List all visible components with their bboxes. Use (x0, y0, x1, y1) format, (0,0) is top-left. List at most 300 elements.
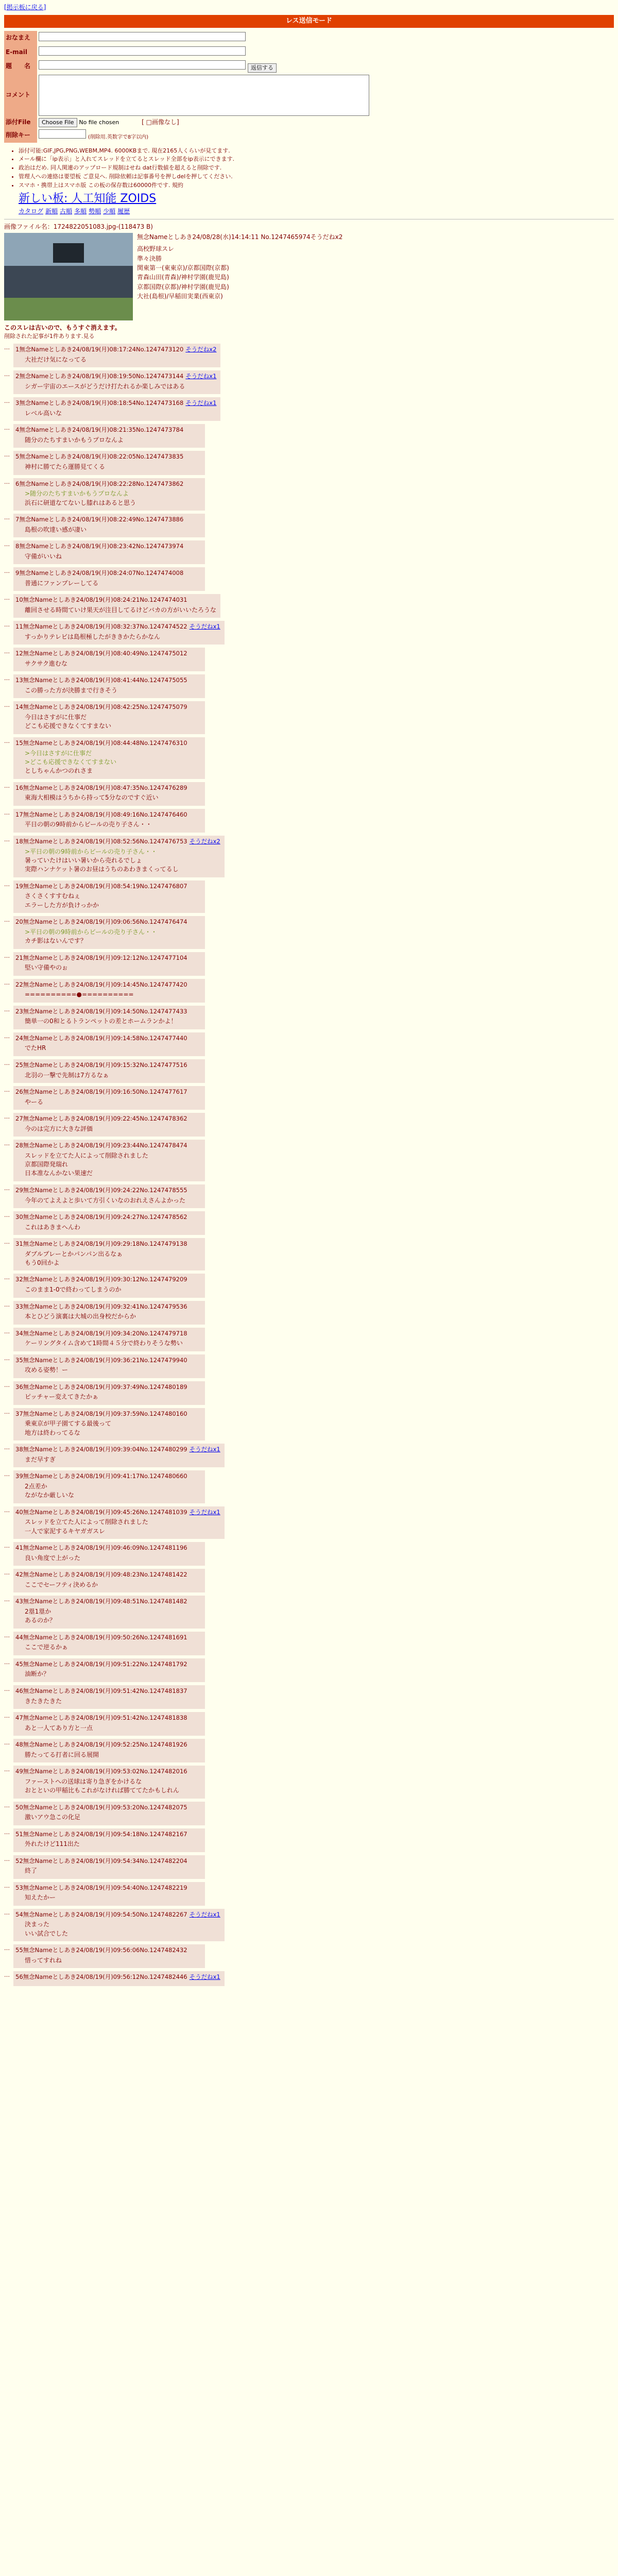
reply-body (25, 1554, 201, 1563)
reply-row (4, 1542, 614, 1566)
reply-number: 8 (15, 543, 20, 550)
op-thumbnail[interactable] (4, 233, 133, 320)
reply-line: 随分のたちすまいかもうプロなんよ (25, 436, 124, 444)
reply-meta[interactable]: 無念Nameとしあき24/08/19(月)09:53:02No.1247482016 (23, 1768, 187, 1775)
reply-row (4, 1032, 614, 1056)
reply-meta[interactable]: 無念Nameとしあき24/08/19(月)08:24:07No.1247474008 (19, 569, 184, 577)
reply-box (13, 567, 205, 591)
reply-row (4, 952, 614, 976)
reply-row (4, 1086, 614, 1110)
reply-meta[interactable]: 無念Nameとしあき24/08/19(月)08:18:54No.1247473168 (19, 399, 184, 407)
reply-body (25, 1196, 201, 1205)
reply-box (13, 1211, 205, 1235)
reply-indent: … (4, 1328, 10, 1335)
reply-box (13, 594, 220, 618)
catalog-nav-link[interactable]: 勢順 (89, 208, 101, 215)
reply-meta[interactable]: 無念Nameとしあき24/08/19(月)08:22:49No.1247473886 (19, 515, 184, 523)
reply-indent: … (4, 1569, 10, 1577)
reply-meta[interactable]: 無念Nameとしあき24/08/19(月)09:37:49No.1247480189 (23, 1383, 187, 1391)
reply-meta[interactable]: 無念Nameとしあき24/08/19(月)09:14:58No.1247477440 (23, 1034, 187, 1042)
reply-line: この勝った方が決勝まで行きそう (25, 687, 118, 694)
reply-meta[interactable]: 無念Nameとしあき24/08/19(月)08:42:25No.1247475079 (23, 703, 187, 711)
reply-box (13, 1802, 205, 1825)
reply-row (4, 1596, 614, 1628)
reply-meta[interactable]: 無念Nameとしあき24/08/19(月)09:24:27No.1247478562 (23, 1213, 187, 1221)
reply-meta[interactable]: 無念Nameとしあき24/08/19(月)09:51:42No.1247481838 (23, 1714, 187, 1721)
catalog-nav-link[interactable]: 古順 (60, 208, 73, 215)
subject-input[interactable] (39, 60, 246, 70)
reply-row (4, 514, 614, 537)
reply-body (25, 409, 216, 418)
choose-file-button[interactable]: Choose File (39, 118, 77, 127)
reply-number: 17 (15, 810, 23, 818)
reply-header (15, 837, 220, 846)
reply-indent: … (4, 1855, 10, 1862)
reply-number: 25 (15, 1061, 23, 1069)
catalog-nav-link[interactable]: カタログ (19, 208, 44, 215)
reply-meta[interactable]: 無念Nameとしあき24/08/19(月)08:47:35No.1247476289 (23, 784, 187, 791)
reply-line: 攻める姿勢！ー (25, 1366, 68, 1374)
reply-number: 23 (15, 1007, 23, 1015)
reply-number: 18 (15, 837, 23, 845)
reply-meta[interactable]: 無念Nameとしあき24/08/19(月)08:40:49No.1247475012 (23, 650, 187, 657)
reply-number: 53 (15, 1884, 23, 1891)
reply-box (13, 674, 205, 698)
reply-body (25, 1607, 201, 1625)
reply-meta[interactable]: 無念Nameとしあき24/08/19(月)09:48:23No.1247481422 (23, 1571, 187, 1579)
reply-body (25, 1893, 201, 1902)
reply-line: もう0回かよ (25, 1259, 60, 1267)
reply-indent: … (4, 1238, 10, 1245)
reply-header (15, 1356, 201, 1365)
reply-row (4, 397, 614, 421)
reply-number: 52 (15, 1857, 23, 1865)
reply-meta[interactable]: 無念Nameとしあき24/08/19(月)09:32:41No.1247479536 (23, 1302, 187, 1310)
soudane-link[interactable]: そうだねx1 (189, 623, 220, 631)
reply-meta[interactable]: 無念Nameとしあき24/08/19(月)09:51:42No.1247481837 (23, 1687, 187, 1694)
reply-indent: … (4, 917, 10, 924)
reply-header (15, 703, 201, 711)
reply-body (25, 1044, 201, 1053)
reply-body (25, 686, 201, 695)
reply-number: 12 (15, 650, 23, 657)
thumb-stands (4, 266, 133, 301)
reply-number: 1 (15, 346, 20, 353)
reply-header (15, 1445, 220, 1454)
reply-row (4, 1274, 614, 1297)
reply-box (13, 737, 205, 779)
soudane-link[interactable]: そうだねx1 (185, 399, 217, 407)
reply-meta[interactable]: 無念Nameとしあき24/08/19(月)08:22:05No.1247473835 (19, 453, 184, 461)
soudane-link[interactable]: そうだねx1 (189, 1508, 220, 1516)
reply-row (4, 1328, 614, 1351)
reply-indent: … (4, 1712, 10, 1719)
reply-row (4, 979, 614, 1003)
reply-box (13, 952, 205, 976)
delkey-note: (削除用.英数字で8字以内) (88, 134, 149, 141)
reply-header (15, 1597, 201, 1606)
reply-indent: … (4, 1739, 10, 1746)
reply-header (15, 980, 201, 989)
reply-box (13, 916, 205, 948)
reply-meta[interactable]: 無念Nameとしあき24/08/19(月)09:46:09No.1247481196 (23, 1544, 187, 1552)
reply-body (25, 1393, 201, 1401)
soudane-link[interactable]: そうだねx2 (185, 346, 217, 353)
email-input[interactable] (39, 46, 246, 56)
reply-meta[interactable]: 無念Nameとしあき24/08/19(月)09:16:50No.1247477617 (23, 1088, 187, 1095)
reply-line: ケーリングタイム含めて1時間４５分で終わりそうな勢い (25, 1340, 183, 1347)
reply-indent: … (4, 1444, 10, 1451)
reply-box (13, 1328, 205, 1351)
reply-number: 56 (15, 1973, 23, 1981)
op-line: 高校野球スレ (137, 245, 175, 253)
reply-box (13, 1301, 205, 1325)
catalog-nav-link[interactable]: 少順 (103, 208, 116, 215)
reply-header (15, 918, 201, 926)
reply-number: 20 (15, 918, 23, 926)
reply-indent: … (4, 478, 10, 485)
reply-indent: … (4, 1766, 10, 1773)
reply-indent: … (4, 1471, 10, 1478)
reply-indent: … (4, 1658, 10, 1666)
reply-header (15, 1410, 201, 1418)
reply-header (15, 1088, 201, 1096)
reply-box (13, 1381, 205, 1405)
reply-meta[interactable]: 無念Nameとしあき24/08/19(月)09:54:50No.1247482267 (23, 1910, 187, 1918)
soudane-link[interactable]: そうだねx2 (189, 837, 220, 845)
reply-meta[interactable]: 無念Nameとしあき24/08/19(月)08:22:28No.1247473862 (19, 480, 184, 487)
reply-number: 4 (15, 426, 20, 434)
reply-number: 35 (15, 1356, 23, 1364)
soudane-link[interactable]: そうだねx1 (189, 1910, 220, 1918)
reply-row (4, 880, 614, 913)
reply-row (4, 1408, 614, 1440)
reply-line: きたきたきた (25, 1697, 62, 1705)
reply-body (25, 606, 216, 615)
reply-number: 10 (15, 596, 23, 604)
reply-header (15, 1141, 201, 1150)
reply-line: 神村に勝てたら運勝見てくる (25, 463, 106, 471)
reply-meta[interactable]: 無念Nameとしあき24/08/19(月)09:34:20No.1247479718 (23, 1329, 187, 1337)
reply-body (25, 1697, 201, 1706)
reply-indent: … (4, 1113, 10, 1120)
reply-row (4, 916, 614, 948)
email-label: E-mail (4, 45, 37, 59)
reply-box (13, 1032, 205, 1056)
reply-meta[interactable]: 無念Nameとしあき24/08/19(月)09:41:17No.1247480660 (23, 1472, 187, 1480)
reply-box (13, 1506, 225, 1539)
reply-line: 浜石に研道なてないし膝れはあると思う (25, 499, 136, 506)
reply-meta[interactable]: 無念Nameとしあき24/08/19(月)08:54:19No.1247476807 (23, 882, 187, 890)
reply-line: 今のは完方に大きな評価 (25, 1125, 93, 1132)
soudane-link[interactable]: そうだねx1 (189, 1446, 220, 1453)
reply-body (25, 1867, 201, 1875)
reply-box (13, 809, 205, 833)
reply-number: 30 (15, 1213, 23, 1221)
reply-body (25, 1840, 201, 1849)
reply-body (25, 1151, 201, 1178)
reply-meta[interactable]: 無念Nameとしあき24/08/19(月)08:23:42No.1247473974 (19, 543, 184, 550)
reply-number: 14 (15, 703, 23, 711)
reply-box (13, 344, 220, 367)
reply-box (13, 1855, 205, 1879)
reply-number: 2 (15, 372, 20, 380)
reply-box (13, 1685, 205, 1709)
reply-box (13, 1408, 205, 1440)
reply-meta[interactable]: 無念Nameとしあき24/08/19(月)09:54:40No.1247482219 (23, 1884, 187, 1891)
reply-body (25, 1724, 201, 1733)
reply-body (25, 463, 201, 471)
reply-body (25, 579, 201, 588)
soudane-link[interactable]: そうだねx1 (189, 1973, 220, 1981)
reply-indent: … (4, 1506, 10, 1514)
reply-body (25, 489, 201, 507)
reply-body (25, 820, 201, 829)
reply-row (4, 1506, 614, 1539)
reply-box (13, 1971, 225, 1986)
reply-body (25, 1223, 201, 1232)
reply-row (4, 594, 614, 618)
reply-meta[interactable]: 無念Nameとしあき24/08/19(月)09:56:12No.1247482446 (23, 1973, 187, 1981)
reply-meta[interactable]: 無念Nameとしあき24/08/19(月)09:52:25No.1247481926 (23, 1741, 187, 1748)
reply-number: 48 (15, 1741, 23, 1748)
reply-number: 39 (15, 1472, 23, 1480)
reply-meta[interactable]: 無念Nameとしあき24/08/19(月)09:30:12No.1247479209 (23, 1276, 187, 1283)
reply-row (4, 621, 614, 645)
reply-body (25, 382, 216, 391)
reply-box (13, 1828, 205, 1852)
reply-meta[interactable]: 無念Nameとしあき24/08/19(月)09:39:04No.1247480299 (23, 1446, 187, 1453)
reply-number: 55 (15, 1946, 23, 1954)
reply-line: あと一人てあり方と一点 (25, 1724, 93, 1732)
op-header: 無念Nameとしあき24/08/28(水)14:14:11 No.1247465974そうだねx2 (137, 233, 343, 241)
reply-indent: … (4, 1596, 10, 1603)
reply-header (15, 345, 216, 354)
reply-row (4, 567, 614, 591)
delkey-input[interactable] (39, 129, 86, 139)
reply-box (13, 1766, 205, 1798)
reply-meta[interactable]: 無念Nameとしあき24/08/19(月)09:37:59No.1247480160 (23, 1410, 187, 1417)
mode-bar: レス送信モード (4, 15, 614, 28)
catalog-nav-link[interactable]: 新順 (45, 208, 58, 215)
reply-row (4, 836, 614, 877)
catalog-nav-link[interactable]: 履歴 (117, 208, 130, 215)
reply-meta[interactable]: 無念Nameとしあき24/08/19(月)09:15:32No.1247477516 (23, 1061, 187, 1069)
rule-item: • メール欄に「ip表示」と入れてスレッドを立てるとスレッド全部をip表示にできます. (19, 155, 614, 163)
reply-number: 16 (15, 784, 23, 791)
reply-box (13, 1944, 205, 1968)
reply-number: 38 (15, 1446, 23, 1453)
reply-header (15, 622, 220, 631)
reply-header (15, 480, 201, 488)
reply-meta[interactable]: 無念Nameとしあき24/08/19(月)08:32:37No.1247474522 (23, 623, 187, 631)
reply-body (25, 749, 201, 776)
reply-indent: … (4, 1972, 10, 1979)
reply-header (15, 1973, 220, 1981)
reply-body (25, 1250, 201, 1268)
reply-indent: … (4, 702, 10, 709)
reply-meta[interactable]: 無念Nameとしあき24/08/19(月)09:29:18No.1247479138 (23, 1240, 187, 1247)
reply-box (13, 1882, 205, 1906)
reply-body (25, 928, 201, 946)
reply-number: 11 (15, 623, 23, 631)
reply-meta[interactable]: 無念Nameとしあき24/08/19(月)08:44:48No.1247476310 (23, 739, 187, 747)
reply-body (25, 1285, 201, 1294)
reply-body (25, 436, 201, 445)
back-to-board-link[interactable]: [掲示板に戻る] (4, 4, 46, 11)
reply-line: 一人で家泥するキヤガガスレ (25, 1527, 106, 1535)
reply-body (25, 1643, 201, 1652)
reply-body (25, 1751, 201, 1759)
reply-line: 離回させる時間ていけ果天が注目してるけどバカの方がいいたろうな (25, 606, 217, 614)
reply-line: 油断か？ (25, 1670, 50, 1678)
reply-header (15, 1472, 201, 1481)
reply-header (15, 426, 201, 434)
reply-indent: … (4, 737, 10, 744)
reply-meta[interactable]: 無念Nameとしあき24/08/19(月)09:54:34No.1247482204 (23, 1857, 187, 1865)
reply-meta[interactable]: 無念Nameとしあき24/08/19(月)09:45:26No.1247481039 (23, 1508, 187, 1516)
reply-box (13, 701, 205, 734)
reply-meta[interactable]: 無念Nameとしあき24/08/19(月)08:41:44No.1247475055 (23, 676, 187, 684)
reply-line: このまま1-0で終わってしまうのか (25, 1286, 122, 1294)
reply-number: 19 (15, 882, 23, 890)
reply-body (25, 1482, 201, 1500)
reply-line: >随分のたちすまいかもうプロなんよ (25, 490, 129, 498)
reply-meta[interactable]: 無念Nameとしあき24/08/19(月)09:54:18No.1247482167 (23, 1830, 187, 1838)
reply-body (25, 1813, 201, 1822)
reply-header (15, 739, 201, 748)
reply-meta[interactable]: 無念Nameとしあき24/08/19(月)09:24:22No.1247478555 (23, 1186, 187, 1194)
reply-meta[interactable]: 無念Nameとしあき24/08/19(月)09:53:20No.1247482075 (23, 1803, 187, 1811)
reply-header (15, 1114, 201, 1123)
no-image-checkbox[interactable]: [ □画像なし] (142, 118, 179, 126)
reply-header (15, 1857, 201, 1866)
reply-line: 本とひどう演裏は大城の出身校だからか (25, 1313, 136, 1320)
reply-header (15, 542, 201, 551)
reply-number: 3 (15, 399, 20, 407)
submit-button[interactable]: 返信する (248, 63, 277, 73)
reply-box (13, 1238, 205, 1270)
reply-meta[interactable]: 無念Nameとしあき24/08/19(月)08:52:56No.1247476753 (23, 837, 187, 845)
reply-indent: … (4, 1006, 10, 1013)
reply-meta[interactable]: 無念Nameとしあき24/08/19(月)09:36:21No.1247479940 (23, 1356, 187, 1364)
reply-number: 26 (15, 1088, 23, 1095)
reply-box (13, 880, 205, 913)
reply-indent: … (4, 1301, 10, 1308)
reply-list (4, 344, 614, 1986)
reply-header (15, 1186, 201, 1195)
reply-meta[interactable]: 無念Nameとしあき24/08/19(月)09:51:22No.1247481792 (23, 1660, 187, 1668)
reply-body (25, 990, 201, 999)
reply-number: 42 (15, 1571, 23, 1579)
comment-textarea[interactable] (39, 75, 369, 116)
reply-row (4, 1802, 614, 1825)
reply-meta[interactable]: 無念Nameとしあき24/08/19(月)09:22:45No.1247478362 (23, 1114, 187, 1122)
reply-line: 2点差か (25, 1482, 47, 1490)
reply-line: でたHR (25, 1044, 46, 1052)
reply-meta[interactable]: 無念Nameとしあき24/08/19(月)08:49:16No.1247476460 (23, 810, 187, 818)
reply-row (4, 1354, 614, 1378)
reply-meta[interactable]: 無念Nameとしあき24/08/19(月)09:06:56No.1247476474 (23, 918, 187, 926)
reply-number: 15 (15, 739, 23, 747)
reply-line: ==========●========== (25, 991, 134, 998)
rule-item: • スマホ・携帯上はスマホ版 この板の保存数は60000件です. 規約 (19, 181, 614, 190)
reply-box (13, 1739, 205, 1762)
reply-header (15, 676, 201, 685)
reply-row (4, 1632, 614, 1655)
reply-header (15, 1275, 201, 1284)
reply-line: スレッドを立てた人によって削除されました (25, 1518, 148, 1526)
reply-line: どこも応援できなくてすまない (25, 722, 112, 730)
reply-meta[interactable]: 無念Nameとしあき24/08/19(月)09:56:06No.1247482432 (23, 1946, 187, 1954)
name-input[interactable] (39, 32, 246, 41)
reply-box (13, 514, 205, 537)
reply-box (13, 836, 225, 877)
reply-indent: … (4, 1685, 10, 1692)
catalog-nav-link[interactable]: 多順 (74, 208, 87, 215)
reply-meta[interactable]: 無念Nameとしあき24/08/19(月)09:50:26No.1247481691 (23, 1633, 187, 1641)
reply-meta[interactable]: 無念Nameとしあき24/08/19(月)09:14:45No.1247477420 (23, 980, 187, 988)
reply-number: 21 (15, 954, 23, 961)
reply-meta[interactable]: 無念Nameとしあき24/08/19(月)09:23:44No.1247478474 (23, 1142, 187, 1149)
reply-body (25, 633, 220, 641)
reply-header (15, 784, 201, 792)
reply-line: ダブルプレーとかパンパン出るなぁ (25, 1250, 123, 1258)
reply-row (4, 737, 614, 779)
reply-row (4, 1301, 614, 1325)
reply-header (15, 1884, 201, 1892)
reply-indent: … (4, 371, 10, 378)
reply-meta[interactable]: 無念Nameとしあき24/08/19(月)09:14:50No.1247477433 (23, 1007, 187, 1015)
delkey-label: 削除キー (4, 128, 37, 143)
reply-header (15, 1383, 201, 1392)
reply-number: 51 (15, 1830, 23, 1838)
soudane-link[interactable]: そうだねx1 (185, 372, 217, 380)
reply-meta[interactable]: 無念Nameとしあき24/08/19(月)08:17:24No.1247473120 (19, 346, 184, 353)
reply-meta[interactable]: 無念Nameとしあき24/08/19(月)08:21:35No.1247473784 (19, 426, 184, 434)
reply-line: あるのか？ (25, 1617, 56, 1624)
reply-meta[interactable]: 無念Nameとしあき24/08/19(月)08:24:21No.1247474031 (23, 596, 187, 604)
reply-indent: … (4, 952, 10, 959)
reply-row (4, 1470, 614, 1503)
reply-box (13, 1444, 225, 1467)
reply-meta[interactable]: 無念Nameとしあき24/08/19(月)09:48:51No.1247481482 (23, 1598, 187, 1605)
reply-indent: … (4, 1184, 10, 1192)
reply-header (15, 1544, 201, 1552)
reply-line: 京都国際発瑞れ (25, 1161, 68, 1168)
reply-indent: … (4, 1882, 10, 1889)
reply-meta[interactable]: 無念Nameとしあき24/08/19(月)09:12:12No.1247477104 (23, 954, 187, 961)
reply-line: 激いアウ急この化足 (25, 1814, 81, 1821)
reply-body (25, 552, 201, 561)
reply-header (15, 515, 201, 524)
reply-number: 27 (15, 1114, 23, 1122)
reply-header (15, 1570, 201, 1579)
op-line: 京都国際(京都)/神村学園(鹿児島) (137, 283, 229, 291)
reply-box (13, 1184, 205, 1208)
reply-body (25, 1017, 201, 1026)
reply-body (25, 1777, 201, 1795)
reply-body (25, 526, 201, 534)
reply-number: 44 (15, 1633, 23, 1641)
reply-meta[interactable]: 無念Nameとしあき24/08/19(月)08:19:50No.1247473144 (19, 372, 184, 380)
reply-row (4, 451, 614, 474)
reply-indent: … (4, 1274, 10, 1281)
new-boards-link[interactable]: 新しい板: 人工知能 ZOIDS (19, 192, 157, 206)
reply-box (13, 1113, 205, 1137)
reply-row (4, 1113, 614, 1137)
reply-header (15, 1946, 201, 1955)
